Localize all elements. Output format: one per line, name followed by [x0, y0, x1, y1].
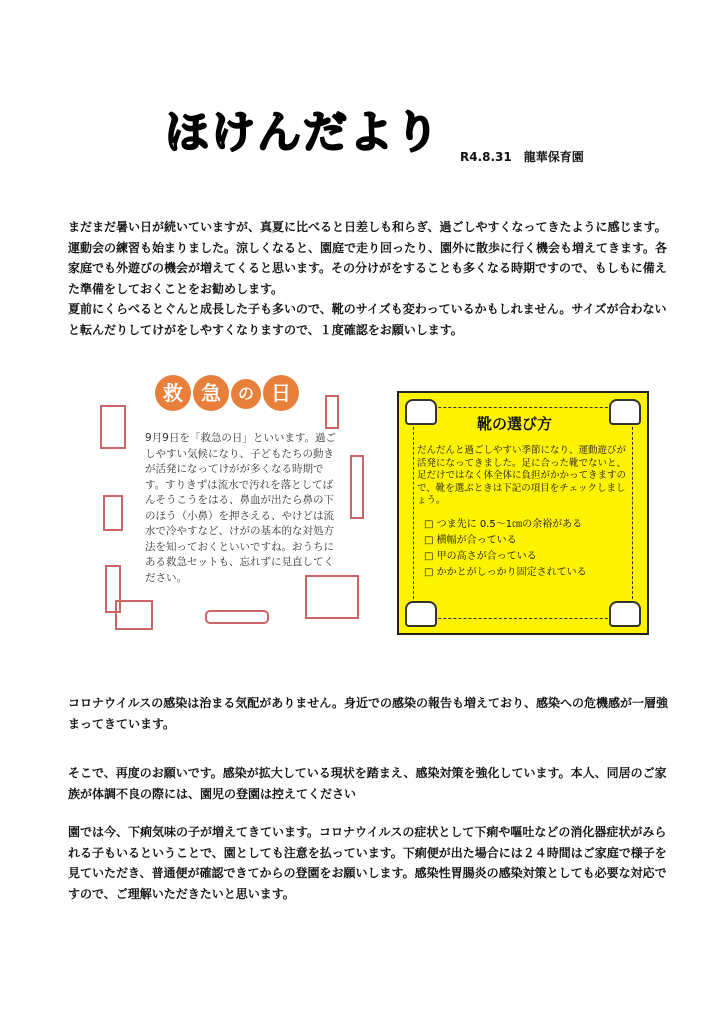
tube-icon [350, 455, 364, 519]
paragraph-covid: コロナウイルスの感染は治まる気配がありません。身近での感染の報告も増えており、感染への危機感が一層強まってきています。 [68, 696, 669, 731]
shoe-icon [405, 399, 437, 425]
checklist-item: □ 甲の高さが合っている [424, 549, 587, 565]
checklist-item: □ かかとがしっかり固定されている [424, 565, 587, 581]
banner-char: 日 [263, 375, 299, 411]
shoe-icon [609, 399, 641, 425]
first-aid-kit-icon [305, 575, 359, 619]
emergency-day-text: 9月9日を「救急の日」といいます。過ごしやすい気候になり、子どもたちの動きが活発になってけがが多くなる時期です。すりきずは流水で汚れを落としてばんそうこうをはる、鼻血が出たら鼻の下のほう（小鼻）を押さえる、やけどは流水で冷やすなど、けがの基本的な対処方法を知っておくといいですね。おうちにある救急セットも、忘れずに見直してください。 [145, 432, 337, 584]
newsletter-title: ほけんだより [165, 107, 441, 158]
school-name: 龍華保育園 [523, 150, 584, 164]
paragraph-intro: まだまだ暑い日が続いていますが、真夏に比べると日差しも和らぎ、過ごしやすくなってきたように感じます。運動会の練習も始まりました。涼しくなると、園庭で走り回ったり、園外に散歩に行く機会も増えてきます。各家庭でも外遊びの機会が増えてくると思います。その分けがをすることも多くなる時期ですので、もしもに備えた準備をしておくことをお勧めします。 夏前にくらべるとぐんと成長した子も多いので、靴のサイズも変わっているかもしれません。サイズが合わないと転んだりしてけがをしやすくなりますので、１度確認をお願いします。 [68, 220, 668, 337]
date-line [460, 148, 584, 165]
shoe-icon [609, 601, 641, 627]
issue-date: R4.8.31 [460, 150, 512, 164]
paragraph-request: そこで、再度のお願いです。感染が拡大している現状を踏まえ、感染対策を強化しています。本人、同居のご家族が体調不良の際には、園児の登園は控えてください [68, 766, 667, 801]
bottle-icon [103, 495, 123, 531]
paragraph-diarrhea: 園では今、下痢気味の子が増えてきています。コロナウイルスの症状として下痢や嘔吐などの消化器症状がみられる子もいるということで、園としても注意を払っています。下痢便が出た場合には２４時間はご家庭で様子を見ていただき、普通便が確認できてからの登園をお願いします。感染性胃腸炎の感染対策としても必要な対応ですので、ご理解いただきたいと思います。 [68, 825, 667, 901]
checklist-item: □ つま先に 0.5～1㎝の余裕がある [424, 517, 587, 533]
shoe-box-title: 靴の選び方 [477, 415, 553, 433]
banner-char: 救 [155, 375, 191, 411]
dashed-border [413, 407, 633, 619]
bandage-icon [115, 600, 153, 630]
thermometer-icon [205, 610, 269, 624]
banner-char: 急 [193, 375, 229, 411]
first-aid-box-icon [100, 405, 126, 449]
shoe-selection-box [397, 391, 649, 635]
checklist-item: □ 横幅が合っている [424, 533, 587, 549]
banner-char: の [231, 379, 261, 409]
scissors-icon [325, 395, 339, 429]
shoe-box-intro: だんだんと過ごしやすい季節になり、運動遊びが活発になってきました。足に合った靴でないと、足だけではなく体全体に負担がかかってきますので、靴を選ぶときは下記の項目をチェックしましょう。 [417, 445, 627, 506]
shoe-checklist [424, 517, 587, 581]
emergency-day-banner [155, 375, 305, 415]
shoe-icon [405, 601, 437, 627]
emergency-day-illustration [95, 365, 370, 635]
